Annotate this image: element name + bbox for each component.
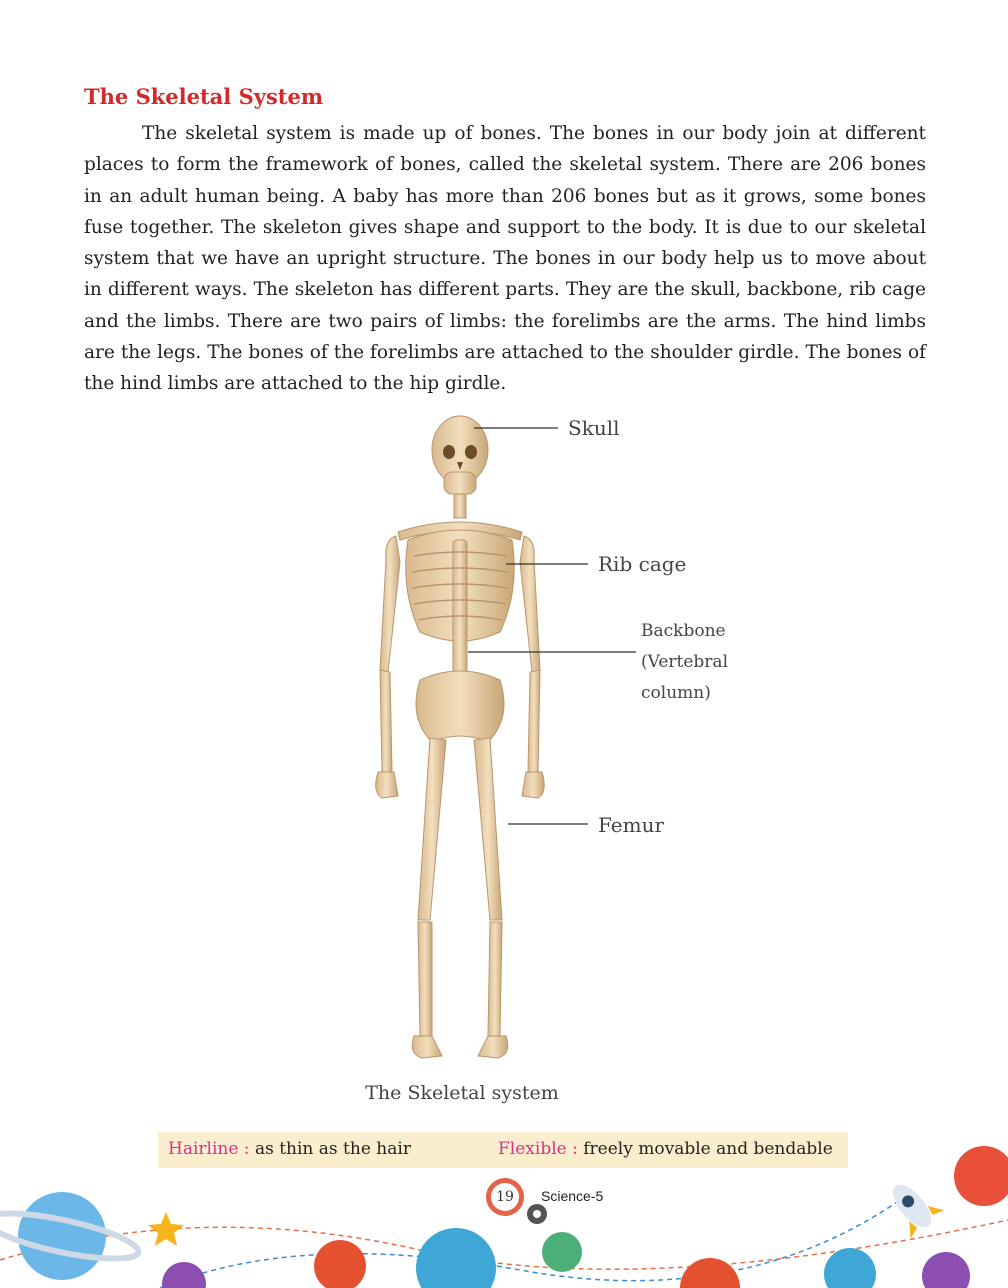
label-backbone: Backbone: [641, 621, 726, 641]
star-icon: [148, 1212, 184, 1246]
space-footer-decoration: [0, 1140, 1008, 1288]
skeleton-illustration: [0, 400, 1008, 1080]
section-heading: The Skeletal System: [84, 84, 324, 109]
glossary-term: Flexible :: [498, 1139, 578, 1159]
glossary-definition: freely movable and bendable: [583, 1139, 833, 1159]
book-title: Science-5: [541, 1188, 604, 1204]
label-femur: Femur: [598, 813, 665, 837]
label-backbone-3: column): [641, 683, 711, 703]
body-paragraph: The skeletal system is made up of bones. The bones in our body join at different places to form the framework of bones, called the skeletal system. There are 206 bones in an adult human being. A baby has more than 206 bones but as it grows, some bones fuse together. The skeleton gives shape and support to the body. It is due to our skeletal system that we have an upright structure. The bones in our body help us to move about in different ways. The skeleton has different parts. They are the skull, backbone, rib cage and the limbs. There are two pairs of limbs: the forelimbs are the arms. The hind limbs are the legs. The bones of the forelimbs are attached to the shoulder girdle. The bones of the hind limbs are attached to the hip girdle.: [84, 123, 926, 395]
label-rib-cage: Rib cage: [598, 552, 687, 576]
glossary-definition: as thin as the hair: [254, 1139, 411, 1159]
label-skull: Skull: [568, 416, 620, 440]
page-number: 19: [496, 1189, 514, 1205]
figure-caption: The Skeletal system: [365, 1082, 559, 1104]
label-backbone-2: (Vertebral: [641, 652, 729, 672]
rocket-icon: [878, 1172, 945, 1240]
glossary-term: Hairline :: [168, 1139, 250, 1159]
